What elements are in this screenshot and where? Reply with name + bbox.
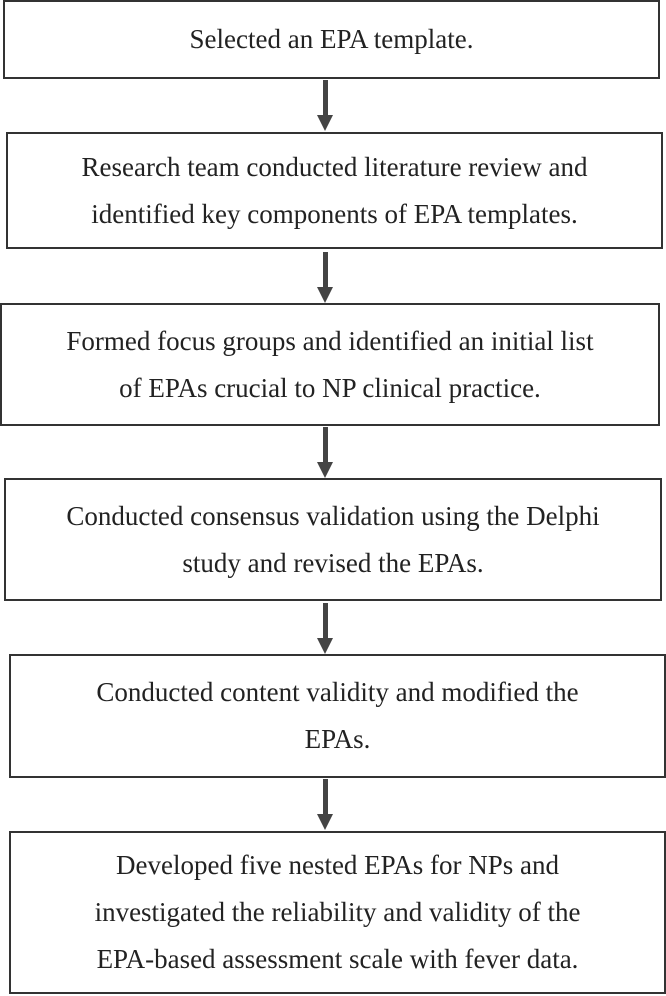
step-text: EPAs.: [304, 724, 371, 754]
step-text: Conducted content validity and modified the: [96, 677, 579, 707]
arrow-down-icon: [317, 80, 333, 131]
step-1-box: [3, 0, 660, 79]
step-text: study and revised the EPAs.: [182, 547, 484, 578]
step-3-box: [0, 303, 660, 426]
step-text: Research team conducted literature review and: [81, 151, 588, 182]
step-4-box: [4, 478, 662, 601]
step-text: Developed five nested EPAs for NPs and: [116, 850, 559, 880]
step-text: Conducted consensus validation using the Delphi: [66, 500, 600, 531]
arrow-down-icon: [317, 252, 333, 303]
arrow-down-icon: [317, 603, 333, 654]
step-6-box: [9, 831, 666, 994]
step-text: of EPAs crucial to NP clinical practice.: [119, 372, 541, 403]
step-text: EPA-based assessment scale with fever data.: [96, 944, 579, 974]
step-text: identified key components of EPA templates.: [91, 198, 578, 229]
step-text: Formed focus groups and identified an initial list: [66, 325, 594, 356]
arrow-down-icon: [317, 779, 333, 830]
step-5-box: [9, 654, 666, 778]
step-text: investigated the reliability and validity of the: [94, 897, 581, 927]
step-2-box: [6, 132, 663, 249]
arrow-down-icon: [317, 427, 333, 478]
step-text: Selected an EPA template.: [189, 24, 474, 54]
